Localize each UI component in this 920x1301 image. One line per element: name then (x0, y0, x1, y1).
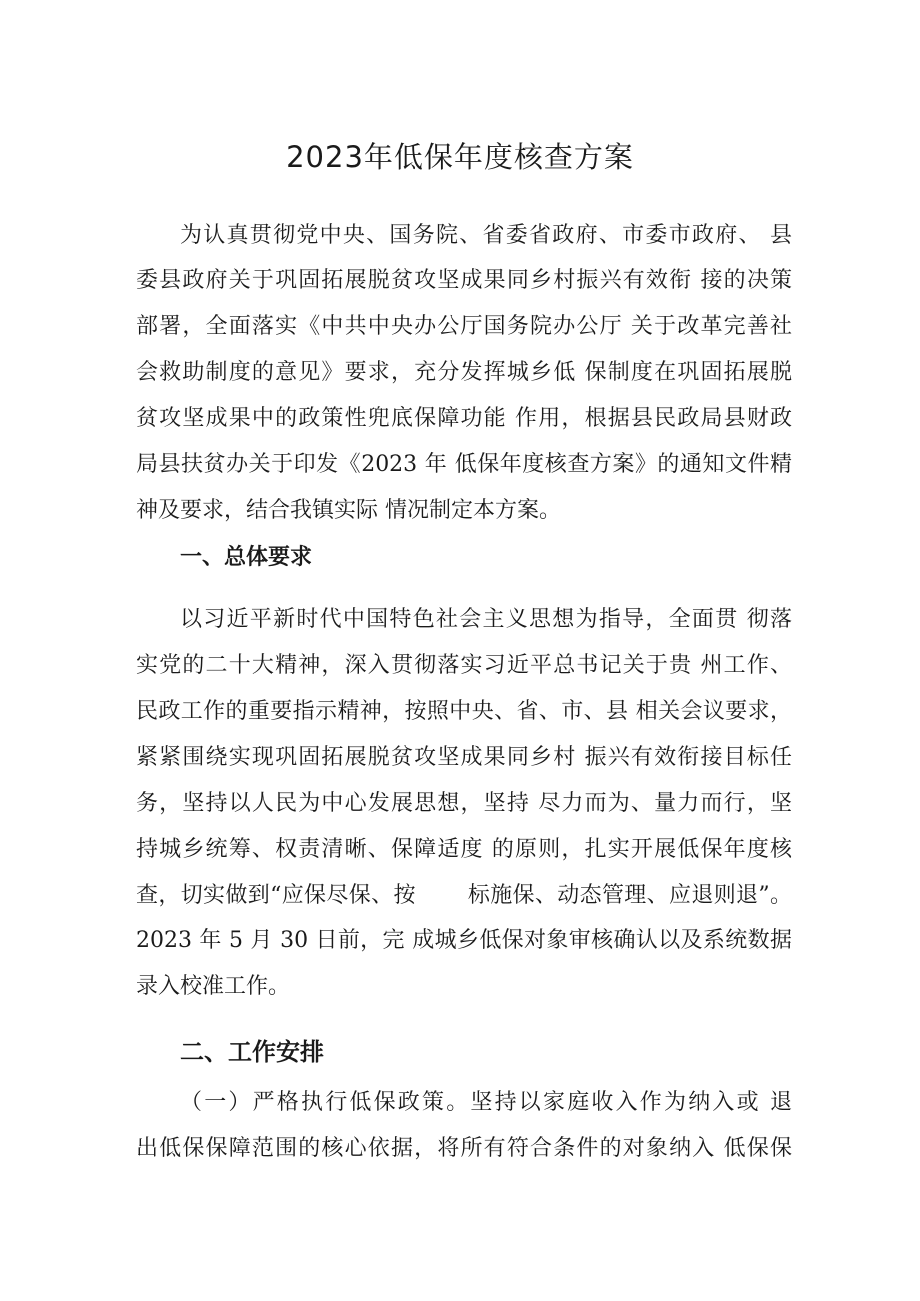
section2-line-1: （一）严格执行低保政策。坚持以家庭收入作为纳入或 退 (180, 1090, 792, 1115)
section-heading-work-arrangement: 二、工作安排 (180, 1038, 324, 1066)
intro-line-1: 为认真贯彻党中央、国务院、省委省政府、市委市政府、 县 (180, 223, 792, 248)
section2-line-2: 出低保保障范围的核心依据，将所有符合条件的对象纳入 低保保 (136, 1136, 792, 1161)
section1-line-7: 查，切实做到“应保尽保、按 标施保、动态管理、应退则退”。 (136, 883, 792, 908)
section1-line-8: 2023 年 5 月 30 日前，完 成城乡低保对象审核确认以及系统数据 (136, 928, 792, 953)
intro-line-5: 贫攻坚成果中的政策性兜底保障功能 作用，根据县民政局县财政 (136, 406, 792, 431)
document-title: 2023年低保年度核查方案 (286, 140, 634, 174)
section1-line-5: 务，坚持以人民为中心发展思想，坚持 尽力而为、量力而行，坚 (136, 791, 792, 816)
section1-line-6: 持城乡统筹、权责清晰、保障适度 的原则，扎实开展低保年度核 (136, 837, 792, 862)
section1-line-1: 以习近平新时代中国特色社会主义思想为指导，全面贯 彻落 (180, 607, 792, 632)
section1-line-2: 实党的二十大精神，深入贯彻落实习近平总书记关于贵 州工作、 (136, 653, 792, 678)
intro-line-4: 会救助制度的意见》要求，充分发挥城乡低 保制度在巩固拓展脱 (136, 360, 792, 385)
section-heading-general-requirements: 一、总体要求 (180, 545, 313, 570)
intro-line-6: 局县扶贫办关于印发《2023 年 低保年度核查方案》的通知文件精 (136, 452, 792, 477)
section1-line-9: 录入校准工作。 (136, 974, 291, 999)
intro-line-7: 神及要求，结合我镇实际 情况制定本方案。 (136, 498, 561, 523)
section1-line-3: 民政工作的重要指示精神，按照中央、省、市、县 相关会议要求， (136, 699, 792, 724)
section1-line-4: 紧紧围绕实现巩固拓展脱贫攻坚成果同乡村 振兴有效衔接目标任 (136, 745, 792, 770)
intro-line-3: 部署，全面落实《中共中央办公厅国务院办公厅 关于改革完善社 (136, 314, 792, 339)
intro-line-2: 委县政府关于巩固拓展脱贫攻坚成果同乡村振兴有效衔 接的决策 (136, 268, 792, 293)
